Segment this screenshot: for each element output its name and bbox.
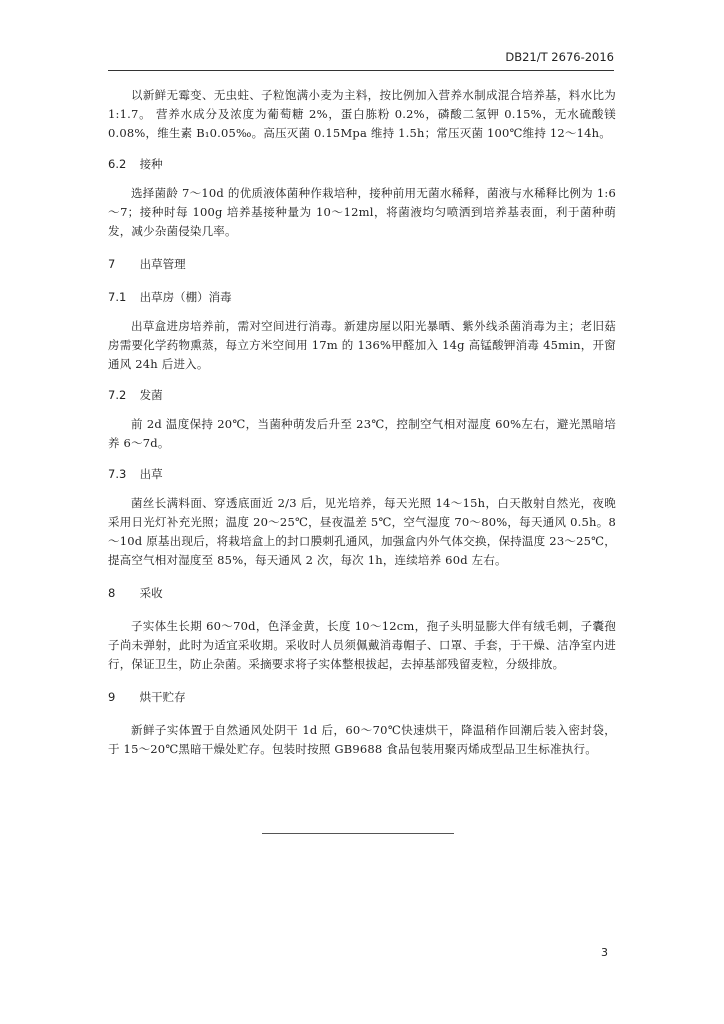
section-9-text: 新鲜子实体置于自然通风处阴干 1d 后，60～70℃快速烘干，降温稍作回潮后装入密封袋，于 15～20℃黑暗干燥处贮存。包装时按照 GB9688 食品包装用聚丙烯成型品卫生标准执行。 [108,723,616,756]
section-9-heading [108,688,616,707]
section-number: 7.2 [108,388,127,402]
section-7-1-heading [108,288,616,307]
section-7-2-text: 前 2d 温度保持 20℃，当菌种萌发后升至 23℃，控制空气相对湿度 60%左右，避光黑暗培养 6～7d。 [108,417,616,450]
section-7-heading [108,255,616,274]
page-number: 3 [601,946,608,959]
section-8-heading [108,584,616,603]
document-code: DB21/T 2676-2016 [505,50,614,64]
section-number: 7.1 [108,290,127,304]
section-7-3-heading [108,465,616,484]
section-7-2-heading [108,386,616,405]
section-7-1-text: 出草盒进房培养前，需对空间进行消毒。新建房屋以阳光暴晒、紫外线杀菌消毒为主；老旧菇房需要化学药物熏蒸，每立方米空间用 17m 的 136%甲醛加入 14g 高锰酸钾消毒 45min，开窗通风 24h 后进入。 [108,319,616,371]
section-6-2-text: 选择菌龄 7～10d 的优质液体菌种作栽培种，接种前用无菌水稀释，菌液与水稀释比例为 1:6～7；接种时每 100g 培养基接种量为 10～12ml，将菌液均匀喷洒到培养基表面，利于菌种萌发，减少杂菌侵染几率。 [108,186,616,238]
section-number: 9 [108,690,116,704]
section-6-2-heading [108,155,616,174]
intro-paragraph: 以新鲜无霉变、无虫蛀、子粒饱满小麦为主料，按比例加入营养水制成混合培养基，料水比为 1:1.7。 营养水成分及浓度为葡萄糖 2%，蛋白胨粉 0.2%，磷酸二氢钾 0.15%，无水硫酸镁 0.08%，维生素 B₁0.05‰。高压灭菌 0.15Mpa 维持 1.5h；常压灭菌 100℃维持 12～14h。 [108,88,616,140]
section-title: 采收 [139,586,163,600]
header-rule [108,70,614,71]
section-7-3-text: 菌丝长满料面、穿透底面近 2/3 后，见光培养，每天光照 14～15h，白天散射自然光，夜晚采用日光灯补充光照；温度 20～25℃，昼夜温差 5℃，空气湿度 70～80%，每天通风 0.5h。8～10d 原基出现后，将栽培盒上的封口膜刺孔通风，加强盒内外气体交换，保持温度 23～25℃，提高空气相对湿度至 85%，每天通风 2 次，每次 1h，连续培养 60d 左右。 [108,496,616,567]
section-number: 8 [108,586,116,600]
section-title: 出草管理 [139,257,186,271]
section-title: 烘干贮存 [139,690,186,704]
section-title: 出草房（棚）消毒 [139,290,232,304]
section-number: 7 [108,257,116,271]
section-8-text: 子实体生长期 60～70d，色泽金黄，长度 10～12cm，孢子头明显膨大伴有绒毛刺，子囊孢子尚未弹射，此时为适宜采收期。采收时人员须佩戴消毒帽子、口罩、手套，于干燥、洁净室内进行，保证卫生，防止杂菌。采摘要求将子实体整根拔起，去掉基部残留麦粒，分级排放。 [108,619,616,671]
section-number: 6.2 [108,157,127,171]
document-body [108,86,616,771]
section-number: 7.3 [108,467,127,481]
section-title: 接种 [139,157,163,171]
end-of-document-rule [262,833,454,834]
section-title: 发菌 [139,388,163,402]
section-title: 出草 [139,467,163,481]
